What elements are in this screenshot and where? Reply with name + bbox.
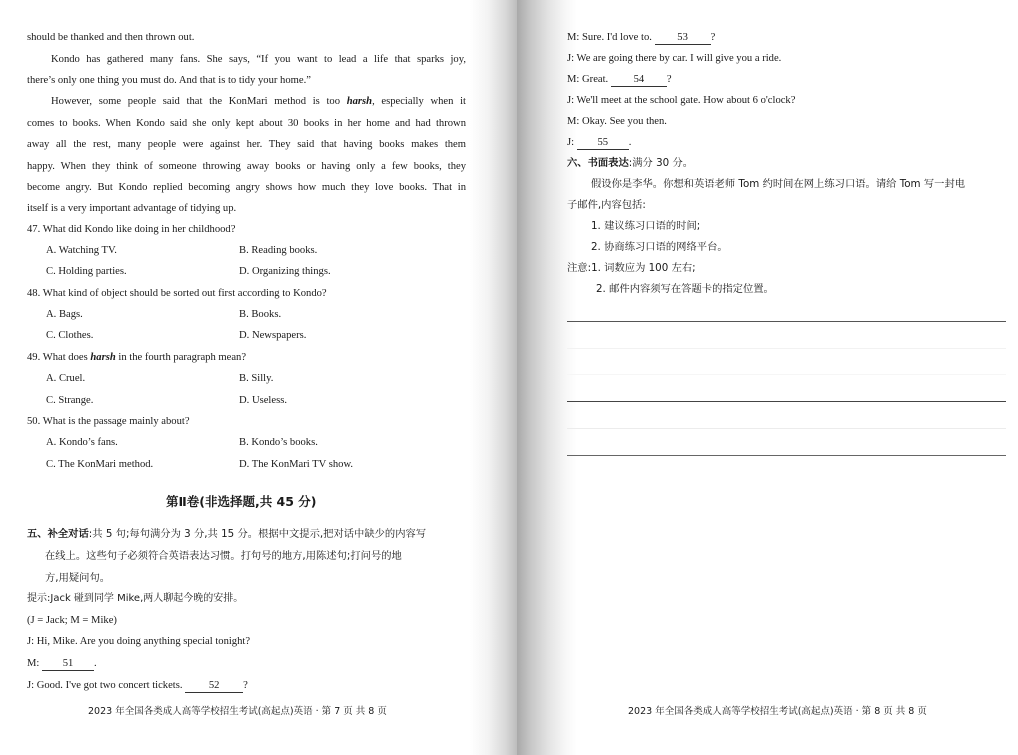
page-footer: 2023 年全国各类成人高等学校招生考试(高起点)英语 · 第 8 页 共 8 页 <box>628 706 927 717</box>
right-page <box>517 0 1018 755</box>
answer-blank-53: 53 <box>655 32 711 45</box>
dialogue-line: J: We are going there by car. I will give you a ride. <box>567 53 782 64</box>
answer-line-faint <box>567 428 1006 429</box>
speaker-legend: (J = Jack; M = Mike) <box>27 615 117 626</box>
option-d: D. Useless. <box>239 395 287 406</box>
dialogue-hint: 提示:Jack 碰到同学 Mike,两人聊起今晚的安排。 <box>27 593 244 604</box>
writing-notes: 2. 邮件内容须写在答题卡的指定位置。 <box>596 283 774 295</box>
dialogue-line: M: Great. 54 ? <box>567 74 672 85</box>
answer-line-faint <box>567 374 1006 375</box>
option-d: D. Organizing things. <box>239 266 331 277</box>
answer-blank-51: 51 <box>42 658 94 671</box>
passage-line: itself is a very important advantage of tidying up. <box>27 203 237 214</box>
answer-line-faint <box>567 348 1006 349</box>
option-d: D. Newspapers. <box>239 330 307 341</box>
option-c: C. The KonMari method. <box>46 459 154 470</box>
option-c: C. Holding parties. <box>46 266 127 277</box>
dialogue-line: M: 51 . <box>27 658 97 669</box>
passage-line: However, some people said that the KonMari method is too harsh, especially when it <box>51 96 466 107</box>
option-c: C. Strange. <box>46 395 94 406</box>
option-a: A. Watching TV. <box>46 245 117 256</box>
question-50: 50. What is the passage mainly about? <box>27 416 190 427</box>
option-a: A. Bags. <box>46 309 83 320</box>
passage-line: Kondo has gathered many fans. She says, “If you want to lead a life that sparks joy, <box>51 54 466 65</box>
option-b: B. Reading books. <box>239 245 318 256</box>
dialogue-line: M: Sure. I'd love to. 53 ? <box>567 32 716 43</box>
section-5-instructions: 在线上。这些句子必须符合英语表达习惯。打句号的地方,用陈述句;打问号的地 <box>45 550 402 562</box>
passage-line: become angry. But Kondo replied becoming angry shows how much they love books. That in <box>27 182 466 193</box>
writing-notes: 注意:1. 词数应为 100 左右; <box>567 262 696 274</box>
passage-line: comes to books. When Kondo said she only kept about 30 books in her home and had thrown <box>27 118 466 129</box>
passage-line: away all the rest, many people were against her. They said that having books makes them <box>27 139 466 150</box>
writing-item: 2. 协商练习口语的网络平台。 <box>591 241 728 253</box>
section-5-instructions: 方,用疑问句。 <box>45 572 111 584</box>
answer-line <box>567 401 1006 402</box>
answer-blank-54: 54 <box>611 74 667 87</box>
option-a: A. Cruel. <box>46 373 86 384</box>
option-a: A. Kondo’s fans. <box>46 437 118 448</box>
dialogue-line: M: Okay. See you then. <box>567 116 667 127</box>
writing-item: 1. 建议练习口语的时间; <box>591 220 701 232</box>
highlighted-word: harsh <box>346 96 373 107</box>
writing-prompt: 子邮件,内容包括: <box>567 199 646 211</box>
answer-line <box>567 321 1006 322</box>
writing-prompt: 假设你是李华。你想和英语老师 Tom 约时间在网上练习口语。请给 Tom 写一封电 <box>591 178 966 190</box>
option-b: B. Kondo’s books. <box>239 437 318 448</box>
answer-blank-55: 55 <box>577 137 629 150</box>
dialogue-line: J: Hi, Mike. Are you doing anything special tonight? <box>27 636 251 647</box>
passage-line: there’s only one thing you must do. And that is to tidy your home.” <box>27 75 311 86</box>
option-b: B. Silly. <box>239 373 274 384</box>
option-b: B. Books. <box>239 309 282 320</box>
question-48: 48. What kind of object should be sorted out first according to Kondo? <box>27 288 327 299</box>
section-6-heading: 六、书面表达:满分 30 分。 <box>567 157 694 169</box>
option-d: D. The KonMari TV show. <box>239 459 354 470</box>
passage-line: happy. When they think of someone throwing away books or having only a few books, they <box>27 161 466 172</box>
answer-blank-52: 52 <box>185 680 243 693</box>
question-49: 49. What does harsh in the fourth paragraph mean? <box>27 352 247 363</box>
question-47: 47. What did Kondo like doing in her childhood? <box>27 224 236 235</box>
option-c: C. Clothes. <box>46 330 94 341</box>
section-5-instructions: 五、补全对话:共 5 句;每句满分为 3 分,共 15 分。根据中文提示,把对话中缺少的内容写 <box>27 528 427 540</box>
passage-line: should be thanked and then thrown out. <box>27 32 195 43</box>
answer-line <box>567 455 1006 456</box>
dialogue-line: J: Good. I've got two concert tickets. 52 ? <box>27 680 248 691</box>
page-footer: 2023 年全国各类成人高等学校招生考试(高起点)英语 · 第 7 页 共 8 页 <box>88 706 387 717</box>
dialogue-line: J: 55 . <box>567 137 632 148</box>
part-2-title: 第Ⅱ卷(非选择题,共 45 分) <box>166 494 317 509</box>
dialogue-line: J: We'll meet at the school gate. How about 6 o'clock? <box>567 95 796 106</box>
